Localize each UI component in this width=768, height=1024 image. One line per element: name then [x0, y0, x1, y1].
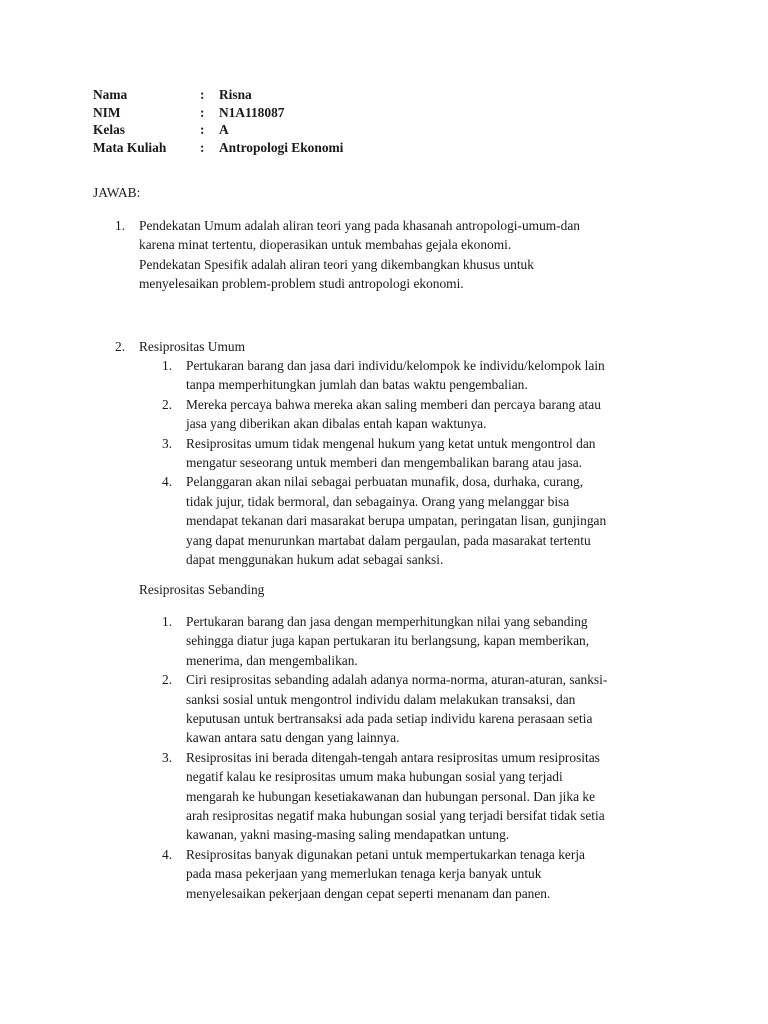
list-item — [162, 670, 682, 748]
list-item-line: Mereka percaya bahwa mereka akan saling memberi dan percaya barang atau — [186, 396, 601, 412]
list-item-line: menerima, dan mengembalikan. — [186, 652, 358, 668]
list-item — [162, 472, 682, 569]
list-item — [162, 356, 682, 395]
list-item-line: Resiprositas banyak digunakan petani untuk mempertukarkan tenaga kerja — [186, 846, 585, 862]
colon: : — [200, 139, 205, 155]
list-item-line: sanksi sosial untuk mengontrol individu dalam melakukan transaksi, dan — [186, 691, 576, 707]
list-item-line: Pelanggaran akan nilai sebagai perbuatan munafik, dosa, durhaka, curang, — [186, 474, 584, 490]
list-item — [162, 434, 682, 473]
list-item — [162, 845, 682, 903]
resiprositas-sebanding-title: Resiprositas Sebanding — [139, 582, 265, 597]
list-item — [162, 612, 682, 670]
list-item-line: tidak jujur, tidak bermoral, dan sebagainya. Orang yang melanggar bisa — [186, 493, 570, 509]
list-item-line: mengarah ke hubungan kesetiakawanan dan hubungan personal. Dan jika ke — [186, 788, 596, 804]
list-item-number: 1. — [162, 614, 173, 629]
list-item-line: dapat menggunakan hukum adat sebagai sanksi. — [186, 551, 444, 567]
list-item-line: Ciri resiprositas sebanding adalah adanya norma-norma, aturan-aturan, sanksi- — [186, 672, 608, 688]
identity-header — [93, 86, 343, 156]
list-item-line: negatif kalau ke resiprositas umum maka hubungan sosial yang terjadi — [186, 769, 563, 785]
list-item — [162, 395, 682, 434]
colon: : — [200, 122, 205, 137]
list-item-number: 4. — [162, 846, 173, 862]
list-item-line: Pertukaran barang dan jasa dengan memperhitungkan nilai yang sebanding — [186, 614, 588, 629]
list-item-number: 4. — [162, 474, 173, 490]
jawab-heading: JAWAB: — [93, 185, 141, 200]
list-item-line: sehingga diatur juga kapan pertukaran itu berlangsung, kapan memberikan, — [186, 633, 590, 649]
kelas-value: A — [219, 122, 229, 137]
list-item-number: 2. — [162, 396, 173, 412]
list-item-line: mendapat tekanan dari masarakat berupa umpatan, peringatan lisan, gunjingan — [186, 513, 607, 529]
list-item-line: Pertukaran barang dan jasa dari individu/kelompok ke individu/kelompok lain — [186, 358, 605, 373]
answer-1-line: Pendekatan Umum adalah aliran teori yang pada khasanah antropologi-umum-dan — [139, 218, 581, 233]
list-item-line: Resiprositas umum tidak mengenal hukum yang ketat untuk mengontrol dan — [186, 435, 596, 451]
nim-row — [93, 104, 343, 122]
resiprositas-umum-title: Resiprositas Umum — [139, 339, 246, 354]
list-item-line: mengatur seseorang untuk memberi dan mengembalikan barang atau jasa. — [186, 454, 582, 470]
list-item-line: kawanan, yakni masing-masing saling mendapatkan untung. — [186, 827, 510, 843]
matkul-row — [93, 139, 343, 157]
list-item-line: menyelesaikan pekerjaan dengan cepat seperti menanam dan panen. — [186, 885, 551, 901]
list-item-line: keputusan untuk bertransaksi ada pada setiap individu karena perasaan setia — [186, 710, 593, 726]
nama-value: Risna — [219, 87, 252, 102]
list-item-line: yang dapat menurunkan martabat dalam pergaulan, pada masarakat tertentu — [186, 532, 591, 548]
list-item-line: kawan antara satu dengan yang lainnya. — [186, 730, 400, 746]
colon: : — [200, 104, 205, 120]
list-item-number: 3. — [162, 749, 173, 765]
answer-1-line: menyelesaikan problem-problem studi antropologi ekonomi. — [139, 276, 464, 292]
matkul-value: Antropologi Ekonomi — [219, 139, 344, 155]
list-item-line: tanpa memperhitungkan jumlah dan batas waktu pengembalian. — [186, 377, 528, 393]
sebanding-list — [162, 612, 682, 903]
list-item-number: 1. — [162, 358, 173, 373]
matkul-label: Mata Kuliah — [93, 139, 167, 155]
list-item-line: jasa yang diberikan akan dibalas entah kapan waktunya. — [186, 416, 487, 432]
list-item-number: 2. — [162, 672, 173, 688]
nim-label: NIM — [93, 104, 121, 120]
list-item-number: 3. — [162, 435, 173, 451]
list-item-line: Resiprositas ini berada ditengah-tengah antara resiprositas umum resiprositas — [186, 749, 600, 765]
list-item — [162, 748, 682, 845]
answer-2-number: 2. — [115, 339, 126, 354]
colon: : — [200, 87, 205, 102]
nim-value: N1A118087 — [219, 104, 285, 120]
nama-row — [93, 86, 343, 104]
answer-1-line: karena minat tertentu, dioperasikan untuk membahas gejala ekonomi. — [139, 237, 512, 253]
kelas-row — [93, 121, 343, 139]
nama-label: Nama — [93, 87, 128, 102]
umum-list — [162, 356, 682, 569]
kelas-label: Kelas — [93, 122, 125, 137]
list-item-line: pada masa pekerjaan yang memerlukan tenaga kerja banyak untuk — [186, 866, 542, 882]
answer-1-number: 1. — [115, 218, 126, 233]
list-item-line: arah resiprositas negatif maka hubungan sosial yang terjadi bersifat tidak setia — [186, 807, 605, 823]
answer-1-line: Pendekatan Spesifik adalah aliran teori yang dikembangkan khusus untuk — [139, 256, 534, 272]
